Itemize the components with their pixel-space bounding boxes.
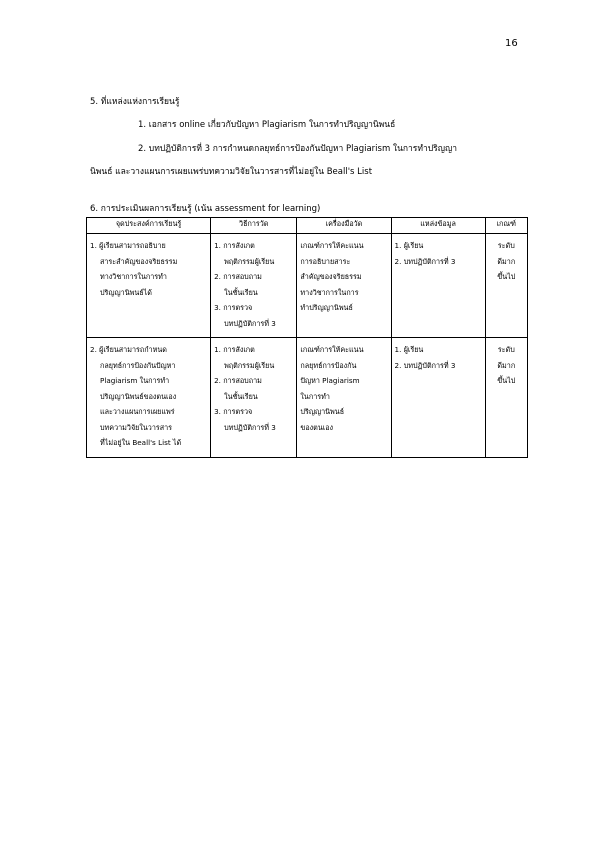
cell-line: พฤติกรรมผู้เรียน xyxy=(224,256,275,266)
cell-line: 1. การสังเกต xyxy=(214,345,255,354)
cell-line: กลยุทธ์การป้องกันปัญหา xyxy=(100,360,176,370)
cell-tool xyxy=(297,234,391,338)
header-objective: จุดประสงค์การเรียนรู้ xyxy=(87,218,211,234)
cell-line: เกณฑ์การให้คะแนน xyxy=(300,345,364,354)
cell-objective xyxy=(87,234,211,338)
cell-line: สาระสำคัญของจริยธรรม xyxy=(100,256,178,266)
cell-line: ทำปริญญานิพนธ์ xyxy=(300,303,353,312)
cell-criteria xyxy=(485,234,527,338)
cell-line: พฤติกรรมผู้เรียน xyxy=(224,360,275,370)
cell-line: ในชั้นเรียน xyxy=(224,391,258,401)
cell-line: ดีมาก xyxy=(497,360,516,370)
cell-line: Plagiarism ในการทำ xyxy=(100,376,170,385)
cell-tool xyxy=(297,338,391,458)
cell-line: เกณฑ์การให้คะแนน xyxy=(300,241,364,250)
section-6-heading: 6. การประเมินผลการเรียนรู้ (เน้น assessment for learning) xyxy=(90,204,321,214)
cell-line: 2. บทปฏิบัติการที่ 3 xyxy=(394,256,456,266)
cell-line: สำคัญของจริยธรรม xyxy=(300,272,362,281)
cell-line: 2. การสอบถาม xyxy=(214,272,262,281)
cell-line: ปริญญานิพนธ์ของตนเอง xyxy=(100,391,177,401)
cell-line: 3. การตรวจ xyxy=(214,303,253,312)
cell-line: ระดับ xyxy=(497,241,515,250)
cell-line: 2. บทปฏิบัติการที่ 3 xyxy=(394,360,456,370)
cell-line: 1. ผู้เรียน xyxy=(394,345,424,354)
cell-line: ดีมาก xyxy=(497,256,516,266)
cell-line: 2. การสอบถาม xyxy=(214,376,262,385)
cell-line: ปัญหา Plagiarism xyxy=(300,376,360,385)
cell-source xyxy=(391,338,485,458)
header-criteria: เกณฑ์ xyxy=(485,218,527,234)
cell-line: ปริญญานิพนธ์ได้ xyxy=(100,287,152,297)
page-number: 16 xyxy=(505,38,518,49)
header-tool: เครื่องมือวัด xyxy=(297,218,391,234)
cell-line: ที่ไม่อยู่ใน Beall's List ได้ xyxy=(100,438,182,447)
cell-line: กลยุทธ์การป้องกัน xyxy=(300,360,357,370)
cell-line: บทปฏิบัติการที่ 3 xyxy=(224,318,276,328)
section-5-item-1: 1. เอกสาร online เกี่ยวกับปัญหา Plagiarism ในการทำปริญญานิพนธ์ xyxy=(138,120,396,130)
header-source: แหล่งข้อมูล xyxy=(391,218,485,234)
cell-method xyxy=(211,234,297,338)
section-5-item-2-line-1: 2. บทปฏิบัติการที่ 3 การกำหนดกลยุทธ์การป้องกันปัญหา Plagiarism ในการทำปริญญา xyxy=(138,144,457,154)
cell-line: 1. ผู้เรียนสามารถอธิบาย xyxy=(90,241,166,250)
cell-line: ทางวิชาการในการ xyxy=(300,287,359,297)
cell-line: การอธิบายสาระ xyxy=(300,256,351,266)
cell-line: 1. ผู้เรียน xyxy=(394,241,424,250)
cell-line: 1. การสังเกต xyxy=(214,241,255,250)
section-5-item-2-line-2: นิพนธ์ และวางแผนการเผยแพร่บทความวิจัยในวารสารที่ไม่อยู่ใน Beall's List xyxy=(90,167,373,177)
section-5-heading: 5. ที่แหล่งแห่งการเรียนรู้ xyxy=(90,97,180,107)
cell-line: บทปฏิบัติการที่ 3 xyxy=(224,422,276,432)
header-method: วิธีการวัด xyxy=(211,218,297,234)
cell-line: 2. ผู้เรียนสามารถกำหนด xyxy=(90,345,167,354)
cell-criteria xyxy=(485,338,527,458)
cell-line: ระดับ xyxy=(497,345,515,354)
cell-line: ปริญญานิพนธ์ xyxy=(300,407,345,416)
table-header-row xyxy=(87,218,528,234)
cell-line: ในการทำ xyxy=(300,391,330,401)
cell-line: ทางวิชาการในการทำ xyxy=(100,272,167,281)
assessment-table xyxy=(86,217,528,458)
cell-line: บทความวิจัยในวารสาร xyxy=(100,422,173,432)
cell-line: ของตนเอง xyxy=(300,422,334,432)
table-row xyxy=(87,338,528,458)
cell-method xyxy=(211,338,297,458)
cell-line: 3. การตรวจ xyxy=(214,407,253,416)
cell-line: ในชั้นเรียน xyxy=(224,287,258,297)
cell-source xyxy=(391,234,485,338)
cell-objective xyxy=(87,338,211,458)
cell-line: ขึ้นไป xyxy=(497,376,516,385)
cell-line: และวางแผนการเผยแพร่ xyxy=(100,407,175,416)
cell-line: ขึ้นไป xyxy=(497,272,516,281)
table-row xyxy=(87,234,528,338)
